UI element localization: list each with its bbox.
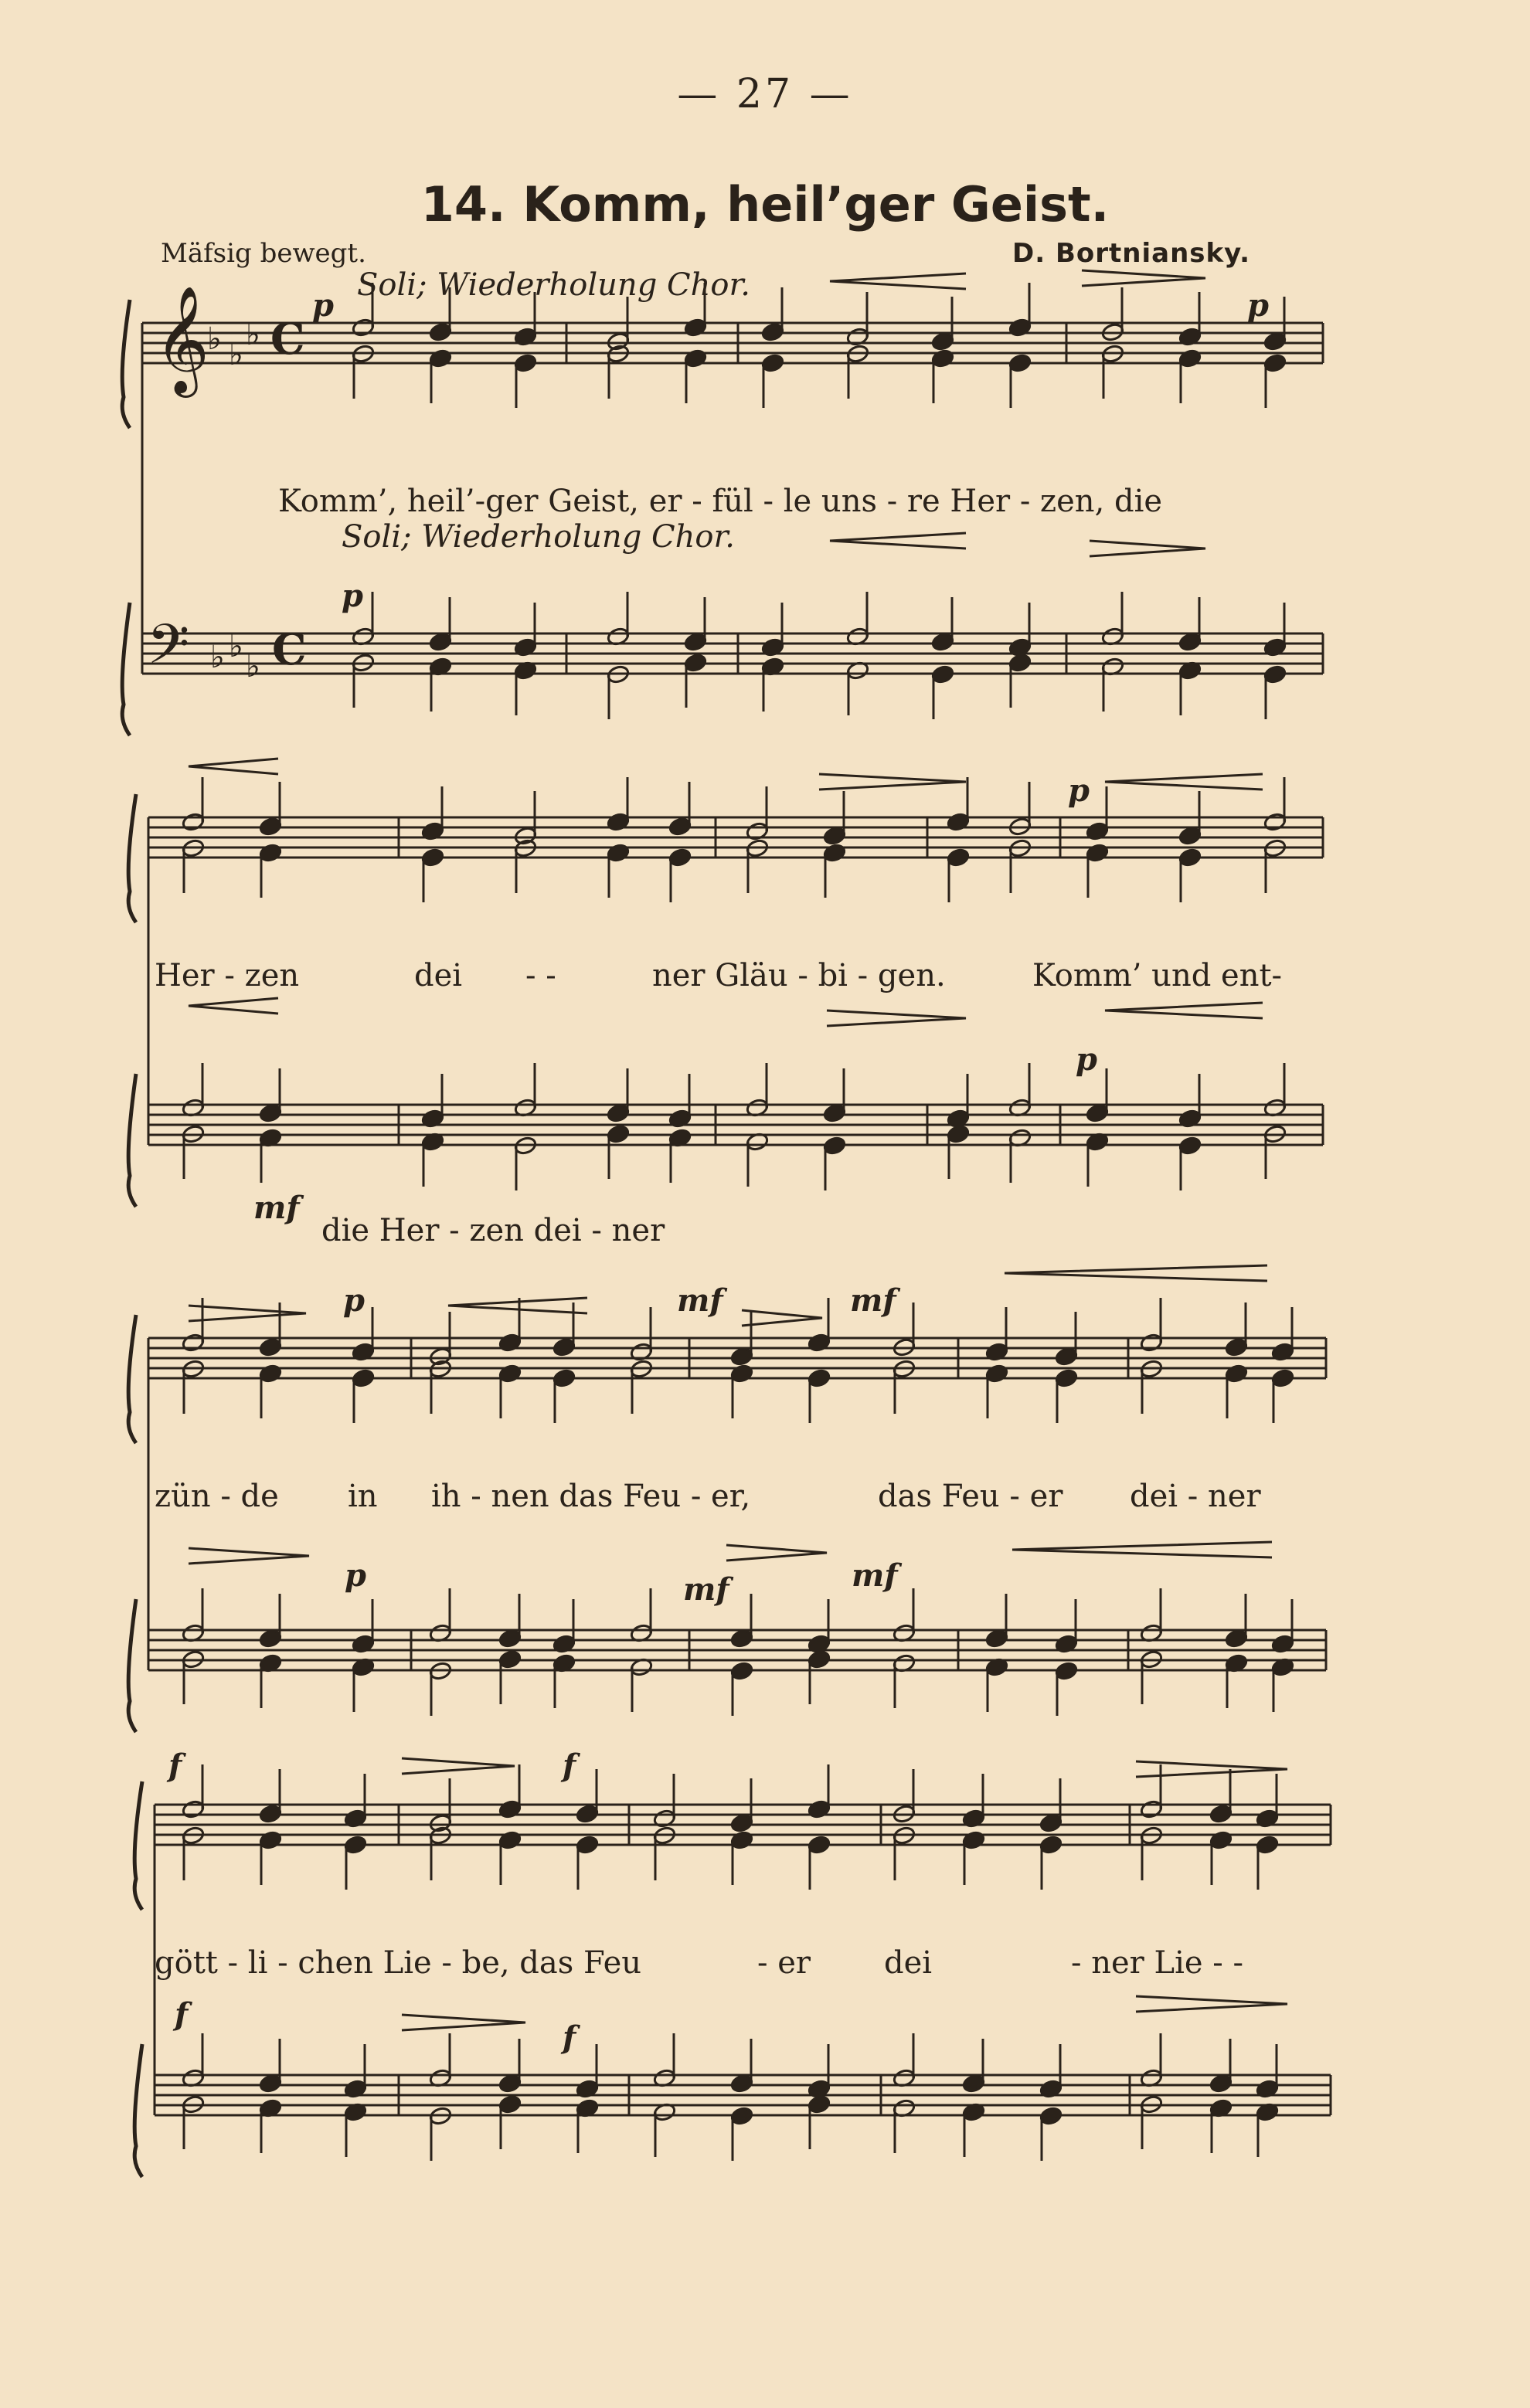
flat-icon: ♭ [207,321,222,357]
performance-annotation-upper: Soli; Wiederholung Chor. [357,267,750,303]
brace [128,1315,136,1443]
dynamic-mf: mf [677,1282,723,1319]
dynamic-mf: mf [850,1282,896,1319]
decrescendo-hairpin [189,1548,309,1564]
dynamic-mf: mf [253,1190,300,1226]
hairpins [189,270,1287,2030]
flat-icon: ♭ [246,649,260,684]
crescendo-hairpin [1105,1003,1263,1018]
crescendo-hairpin [1005,1265,1267,1281]
dynamic-f: f [175,1996,189,2033]
decrescendo-hairpin [1136,1761,1287,1777]
brace [128,1074,136,1207]
lyric-syllable: dei - ner [1130,1479,1261,1514]
dynamic-mf: mf [852,1557,898,1594]
brace [134,2044,142,2177]
treble-clef-icon: 𝄞 [155,286,209,393]
flat-icon: ♭ [229,337,243,372]
lyric-syllable: gött - li - chen Lie - be, das Feu [155,1945,641,1981]
clefs-and-key-signatures [147,286,307,690]
lyric-syllable: Komm’ und ent- [1032,958,1283,993]
dynamic-p: p [343,1282,365,1319]
lyric-syllable: ih - nen das Feu - er, [431,1479,751,1514]
dynamic-mf: mf [683,1571,729,1608]
dynamic-p: p [1247,287,1269,324]
lyric-syllable: das Feu - er [878,1479,1063,1514]
lyric-syllable: ner Gläu - bi - gen. [652,958,946,993]
composer-name: D. Bortniansky. [1012,238,1251,269]
dynamic-p: p [342,578,363,614]
decrescendo-hairpin [1082,270,1205,286]
brace [134,1781,142,1910]
decrescendo-hairpin [189,1306,306,1321]
flat-icon: ♭ [210,640,225,675]
decrescendo-hairpin [742,1310,822,1326]
flat-icon: ♭ [246,317,260,352]
dynamic-f: f [563,2019,576,2056]
common-time-icon: C [270,314,305,365]
page-number: — 27 — [677,71,853,117]
brace [128,1599,136,1732]
dynamic-p: p [345,1557,366,1594]
crescendo-hairpin [830,533,966,549]
decrescendo-hairpin [1136,1996,1287,2012]
performance-annotation-lower: Soli; Wiederholung Chor. [342,519,735,555]
lyric-line: Komm’, heil’-ger Geist, er - fül - le uns - re Her - zen, die [278,484,1163,519]
tempo-marking: Mäfsig bewegt. [161,238,366,269]
crescendo-hairpin [189,998,278,1014]
lyric-syllable: dei [884,1945,933,1981]
lyric-syllable: in [348,1479,378,1514]
decrescendo-hairpin [827,1010,966,1026]
lyric-syllable: Her - zen [155,958,300,993]
decrescendo-hairpin [1090,541,1205,556]
decrescendo-hairpin [402,2015,525,2030]
brace [122,603,130,735]
dynamic-f: f [168,1747,182,1784]
system-braces [122,300,142,2177]
brace [128,794,136,922]
flat-icon: ♭ [229,629,243,664]
dynamic-f: f [563,1747,576,1784]
crescendo-hairpin [448,1298,587,1313]
lyric-line-bass: die Her - zen dei - ner [321,1213,665,1248]
dynamic-p: p [312,287,334,324]
crescendo-hairpin [830,273,966,289]
lyric-syllable: - ner Lie - - [1071,1945,1243,1981]
lyric-syllable: dei [414,958,463,993]
lyric-syllable: - er [757,1945,811,1981]
decrescendo-hairpin [402,1758,515,1774]
brace [122,300,130,428]
crescendo-hairpin [189,759,278,774]
crescendo-hairpin [1012,1542,1272,1557]
lyric-syllable: zün - de [155,1479,279,1514]
decrescendo-hairpin [726,1545,827,1561]
common-time-icon: C [272,624,307,675]
lyric-syllable: - - [525,958,556,993]
bass-clef-icon: 𝄢 [147,613,190,690]
decrescendo-hairpin [819,774,966,790]
song-title: 14. Komm, heil’ger Geist. [420,176,1110,233]
crescendo-hairpin [1105,774,1263,790]
notes [182,283,1295,2161]
dynamic-p: p [1076,1041,1097,1078]
dynamic-p: p [1068,773,1090,809]
